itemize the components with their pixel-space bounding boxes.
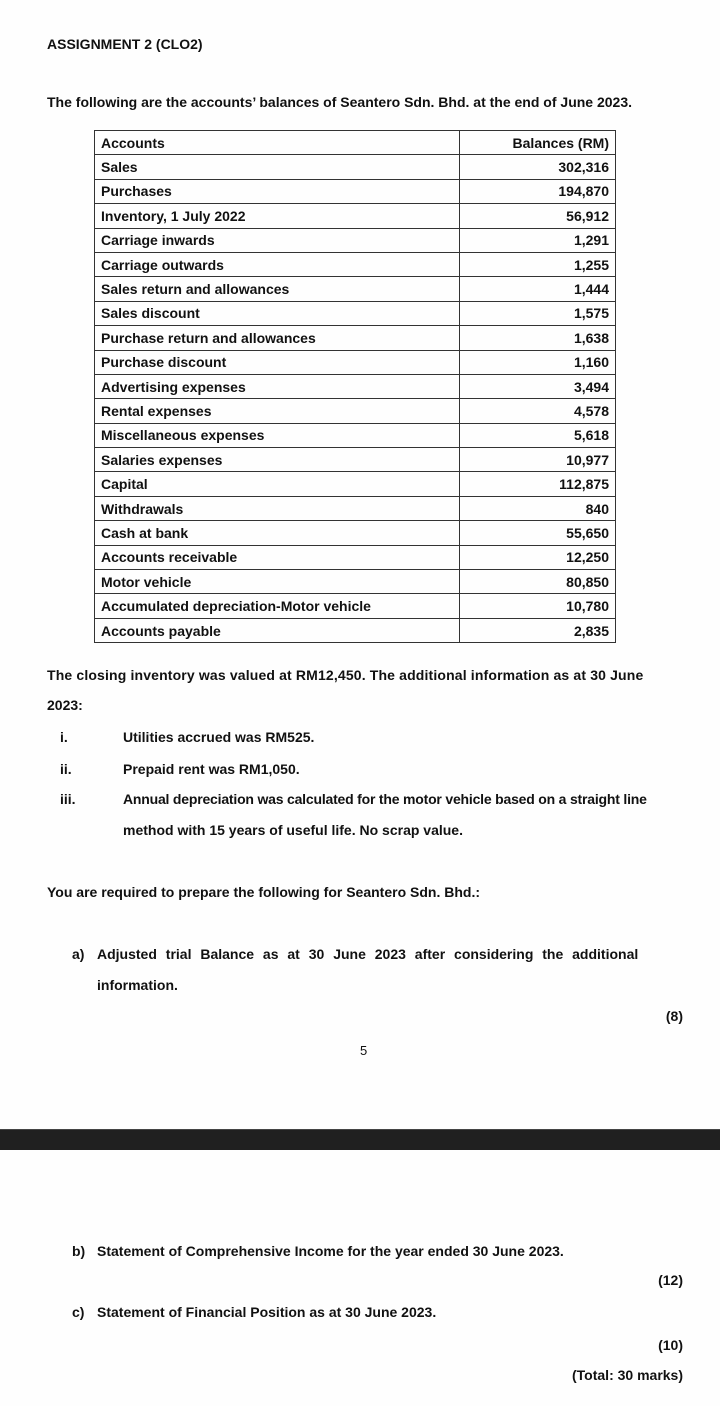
account-balance: 1,444	[460, 277, 616, 301]
account-name: Advertising expenses	[95, 374, 460, 398]
account-balance: 4,578	[460, 399, 616, 423]
table-row	[95, 204, 616, 228]
required-text: You are required to prepare the following for Seantero Sdn. Bhd.:	[47, 884, 481, 900]
account-balance: 55,650	[460, 521, 616, 545]
account-name: Motor vehicle	[95, 570, 460, 594]
part-text: Adjusted trial Balance as at 30 June 2023 after considering the additional	[97, 946, 639, 962]
info-item: Utilities accrued was RM525.	[123, 729, 315, 745]
table-header-row	[95, 131, 616, 155]
account-balance: 10,780	[460, 594, 616, 618]
account-name: Carriage inwards	[95, 228, 460, 252]
account-name: Sales return and allowances	[95, 277, 460, 301]
table-row	[95, 618, 616, 642]
table-row	[95, 423, 616, 447]
account-balance: 80,850	[460, 570, 616, 594]
part-text: Statement of Comprehensive Income for the year ended 30 June 2023.	[97, 1243, 564, 1259]
account-name: Cash at bank	[95, 521, 460, 545]
table-row	[95, 252, 616, 276]
account-name: Purchase return and allowances	[95, 326, 460, 350]
part-label: b)	[72, 1243, 86, 1259]
account-name: Withdrawals	[95, 496, 460, 520]
account-name: Purchase discount	[95, 350, 460, 374]
info-item: Prepaid rent was RM1,050.	[123, 761, 300, 777]
part-marks: (12)	[658, 1272, 683, 1288]
balances-table	[94, 130, 616, 643]
total-marks: (Total: 30 marks)	[572, 1367, 683, 1383]
account-name: Sales	[95, 155, 460, 179]
account-name: Miscellaneous expenses	[95, 423, 460, 447]
account-name: Sales discount	[95, 301, 460, 325]
assignment-title: ASSIGNMENT 2 (CLO2)	[47, 36, 203, 52]
table-row	[95, 594, 616, 618]
info-number: iii.	[60, 791, 76, 807]
account-name: Accumulated depreciation-Motor vehicle	[95, 594, 460, 618]
info-item: Annual depreciation was calculated for the motor vehicle based on a straight line	[123, 791, 647, 807]
account-balance: 2,835	[460, 618, 616, 642]
account-balance: 1,638	[460, 326, 616, 350]
account-balance: 1,160	[460, 350, 616, 374]
table-row	[95, 179, 616, 203]
part-label: c)	[72, 1304, 85, 1320]
table-row	[95, 399, 616, 423]
table-row	[95, 228, 616, 252]
header-balances: Balances (RM)	[460, 131, 616, 155]
table-row	[95, 570, 616, 594]
account-balance: 194,870	[460, 179, 616, 203]
account-name: Accounts receivable	[95, 545, 460, 569]
table-row	[95, 374, 616, 398]
info-number: ii.	[60, 761, 72, 777]
account-balance: 302,316	[460, 155, 616, 179]
closing-inventory-text: The closing inventory was valued at RM12,450. The additional information as at 30 June	[47, 667, 644, 683]
header-accounts: Accounts	[95, 131, 460, 155]
table-row	[95, 326, 616, 350]
part-label: a)	[72, 946, 85, 962]
info-number: i.	[60, 729, 68, 745]
account-balance: 12,250	[460, 545, 616, 569]
page-separator	[0, 1129, 720, 1150]
account-name: Carriage outwards	[95, 252, 460, 276]
account-balance: 1,291	[460, 228, 616, 252]
table-row	[95, 301, 616, 325]
table-row	[95, 545, 616, 569]
part-marks: (8)	[665, 1008, 683, 1024]
account-balance: 840	[460, 496, 616, 520]
part-marks: (10)	[658, 1337, 683, 1353]
info-item-cont: method with 15 years of useful life. No scrap value.	[123, 822, 463, 838]
account-name: Salaries expenses	[95, 448, 460, 472]
account-balance: 112,875	[460, 472, 616, 496]
account-name: Accounts payable	[95, 618, 460, 642]
table-row	[95, 448, 616, 472]
account-balance: 1,575	[460, 301, 616, 325]
table-row	[95, 472, 616, 496]
intro-text: The following are the accounts’ balances of Seantero Sdn. Bhd. at the end of June 2023.	[47, 94, 633, 110]
table-row	[95, 496, 616, 520]
table-row	[95, 350, 616, 374]
table-row	[95, 277, 616, 301]
closing-inventory-text-cont: 2023:	[47, 697, 83, 713]
account-balance: 3,494	[460, 374, 616, 398]
account-name: Capital	[95, 472, 460, 496]
part-text: Statement of Financial Position as at 30 June 2023.	[97, 1304, 437, 1320]
account-balance: 10,977	[460, 448, 616, 472]
account-name: Rental expenses	[95, 399, 460, 423]
account-balance: 5,618	[460, 423, 616, 447]
account-balance: 56,912	[460, 204, 616, 228]
part-text-cont: information.	[97, 977, 178, 993]
account-name: Inventory, 1 July 2022	[95, 204, 460, 228]
table-row	[95, 155, 616, 179]
table-row	[95, 521, 616, 545]
page-number: 5	[360, 1043, 368, 1058]
account-name: Purchases	[95, 179, 460, 203]
account-balance: 1,255	[460, 252, 616, 276]
